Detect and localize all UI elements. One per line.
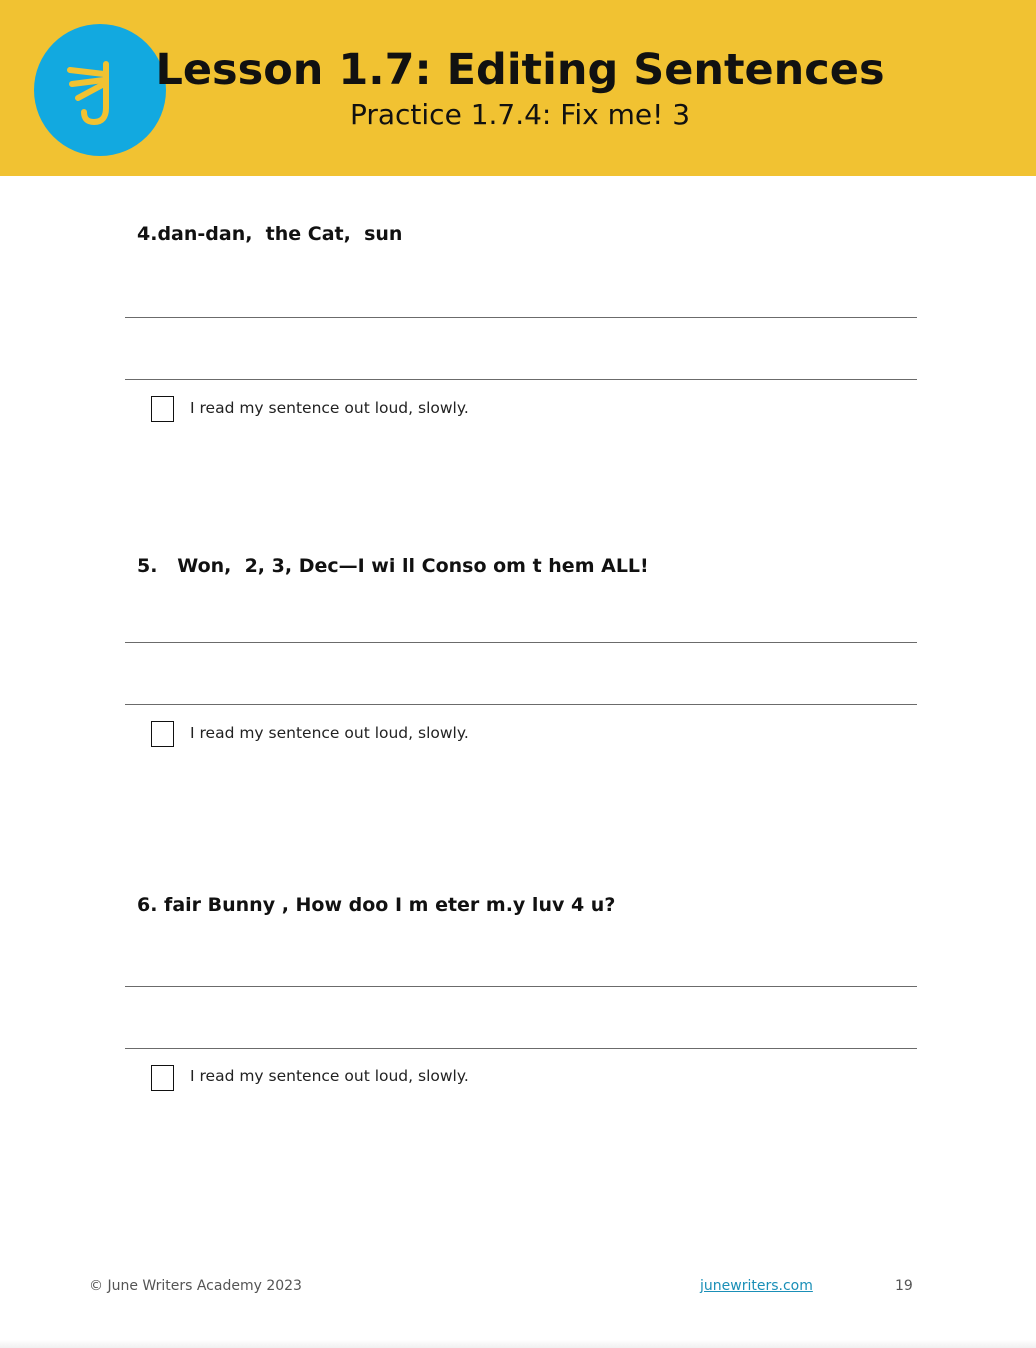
answer-line[interactable] xyxy=(125,1048,917,1049)
answer-line[interactable] xyxy=(125,642,917,643)
page-header xyxy=(0,0,1036,176)
page-bottom-edge xyxy=(0,1340,1036,1348)
footer-website-link[interactable]: junewriters.com xyxy=(700,1278,813,1294)
checkbox-label: I read my sentence out loud, slowly. xyxy=(190,399,469,417)
read-aloud-checkbox[interactable] xyxy=(151,396,174,422)
read-aloud-checkbox[interactable] xyxy=(151,1065,174,1091)
answer-line[interactable] xyxy=(125,379,917,380)
practice-subtitle: Practice 1.7.4: Fix me! 3 xyxy=(349,98,691,131)
exercise-prompt: 4.dan-dan, the Cat, sun xyxy=(137,223,403,245)
checkbox-label: I read my sentence out loud, slowly. xyxy=(190,724,469,742)
answer-line[interactable] xyxy=(125,317,917,318)
footer-copyright: © June Writers Academy 2023 xyxy=(89,1278,302,1294)
answer-line[interactable] xyxy=(125,704,917,705)
page-number: 19 xyxy=(895,1278,913,1294)
read-aloud-checkbox[interactable] xyxy=(151,721,174,747)
exercise-prompt: 5. Won, 2, 3, Dec—I wi ll Conso om t hem ALL! xyxy=(137,555,649,577)
checkbox-label: I read my sentence out loud, slowly. xyxy=(190,1067,469,1085)
answer-line[interactable] xyxy=(125,986,917,987)
lesson-title: Lesson 1.7: Editing Sentences xyxy=(155,45,885,95)
exercise-prompt: 6. fair Bunny , How doo I m eter m.y luv 4 u? xyxy=(137,894,616,916)
